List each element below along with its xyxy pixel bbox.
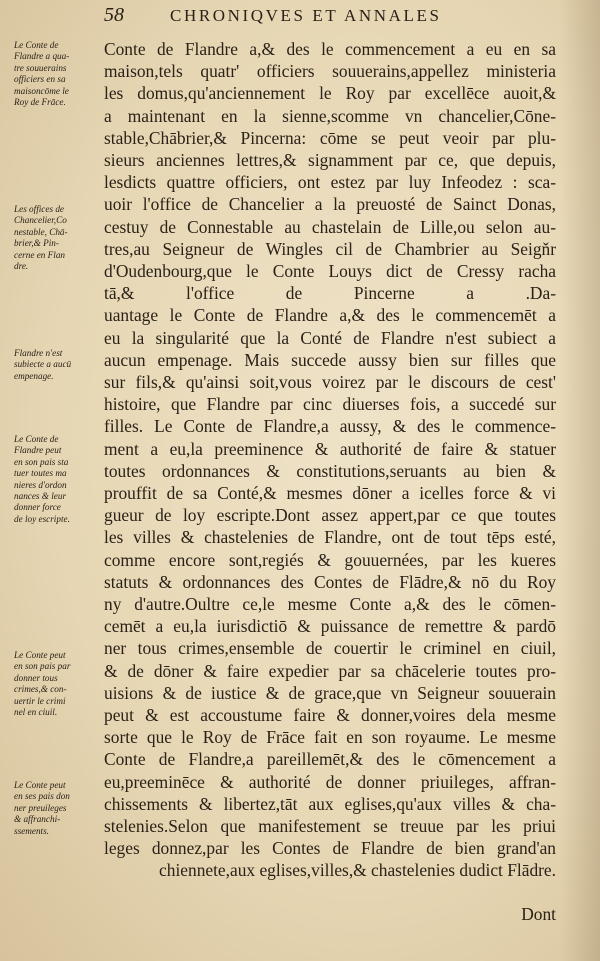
- text-line: ner tous crimes,ensemble de couertir le criminel en ciuil,: [104, 638, 556, 659]
- text-line: aucun empenage. Mais succede aussy bien sur filles que: [104, 349, 556, 370]
- text-line: gueur de loy escripte.Dont assez appert,par ce que toutes: [104, 505, 556, 526]
- text-line: statuts & ordonnances des Contes de Flādre,& nō du Roy: [104, 571, 556, 592]
- margin-note: Le Conte de Flandre peut en son pais sta tuer toutes ma nieres d'ordon nances & leur donner force de loy escripte.: [14, 434, 70, 524]
- text-line: filles. Le Conte de Flandre,a aussy, & des le commence-: [104, 416, 556, 437]
- text-line: & de dōner & faire expedier par sa chācelerie toutes pro-: [104, 660, 556, 681]
- text-line: les villes & chastelenies de Flandre, ont de tout tēps esté,: [104, 527, 556, 548]
- text-line: histoire, que Flandre par cinc diuerses fois, a succedé sur: [104, 394, 556, 415]
- folio-number: 58: [104, 4, 124, 26]
- text-line: sorte que le Roy de Frāce fait en son royaume. Le mesme: [104, 727, 556, 748]
- text-line: cestuy de Connestable au chastelain de Lille,ou selon au-: [104, 216, 556, 237]
- text-line: les domus,qu'anciennement le Roy par excellēce auoit,&: [104, 83, 556, 104]
- text-line: uisions & de iustice & de grace,que vn Seigneur souuerain: [104, 682, 556, 703]
- margin-note: Le Conte peut en ses pais don ner preuileges & affranchi- ssements.: [14, 780, 70, 836]
- text-line: sieurs anciennes lettres,& signamment par ce, que depuis,: [104, 150, 556, 170]
- catchword: Dont: [521, 904, 556, 924]
- margin-note: Le Conte de Flandre a qua- tre souuerains officiers en sa maisoncōme le Roy de Frāce.: [14, 40, 70, 108]
- running-head: CHRONIQVES ET ANNALES: [170, 6, 442, 25]
- text-line: chiennete,aux eglises,villes,& chastelenies dudict Flādre.: [159, 860, 556, 881]
- page-gutter-shadow: [560, 0, 600, 961]
- text-line: tā,& l'office de Pincerne a .Da-: [104, 283, 556, 304]
- text-line: chissements & libertez,tāt aux eglises,qu'aux villes & cha-: [104, 793, 556, 814]
- margin-note: Le Conte peut en son pais par donner tous crimes,& con- uertir le crimi nel en ciuil.: [14, 650, 71, 718]
- text-line: stable,Chābrier,& Pincerna: cōme se peut veoir par plu-: [104, 127, 556, 148]
- text-line: ment a eu,la preeminence & authorité de faire & statuer: [104, 438, 556, 459]
- text-line: Conte de Flandre a,& des le commencement a eu en sa: [104, 39, 556, 59]
- text-line: tres,au Seigneur de Wingles cil de Chambrier au Seigňr: [104, 238, 556, 259]
- text-line: eu la singularité que la Conté de Flandre n'est subiect a: [104, 327, 556, 348]
- text-line: uoir l'office de Chancelier a la preuosté de Sainct Donas,: [104, 194, 556, 215]
- text-line: toutes ordonnances & constitutions,seruants au bien &: [104, 460, 556, 481]
- text-line: sur fils,& qu'ainsi soit,vous voirez par le discours de cest': [104, 372, 556, 392]
- margin-note: Les offices de Chancelier,Co nestable, Chā- brier,& Pin- cerne en Flan dre.: [14, 204, 68, 272]
- margin-note: Flandre n'est subiecte a aucū empenage.: [14, 348, 72, 381]
- text-line: a maintenant en la sienne,scomme vn chancelier,Cōne-: [104, 105, 556, 126]
- text-line: ny d'autre.Oultre ce,le mesme Conte a,& des le cōmen-: [104, 594, 556, 614]
- text-line: comme encore sont,regiés & gouuernées, par les kueres: [104, 549, 556, 570]
- text-line: stelenies.Selon que manifestement se treuue par les priui: [104, 816, 556, 836]
- text-line: Conte de Flandre,a pareillemēt,& des le cōmencement a: [104, 749, 556, 770]
- text-line: maison,tels quatr' officiers souuerains,appellez ministeria: [104, 61, 556, 82]
- text-line: cemēt a eu,la iurisdictiō & puissance de remettre & pardō: [104, 616, 556, 637]
- text-line: leges donnez,par les Contes de Flandre de bien grand'an: [104, 838, 556, 859]
- text-line: peut & est accoustume faire & donner,voires dela mesme: [104, 705, 556, 725]
- text-line: uantage le Conte de Flandre a,& des le commencemēt a: [104, 305, 556, 326]
- text-line: eu,preeminēce & authorité de donner priuileges, affran-: [104, 771, 556, 792]
- text-line: lesdicts quattre officiers, ont estez par luy Infeodez : sca-: [104, 172, 556, 193]
- text-line: prouffit de sa Conté,& mesmes dōner a icelles force & vi: [104, 483, 556, 503]
- text-line: d'Oudenbourg,que le Conte Louys dict de Cressy racha: [104, 261, 556, 281]
